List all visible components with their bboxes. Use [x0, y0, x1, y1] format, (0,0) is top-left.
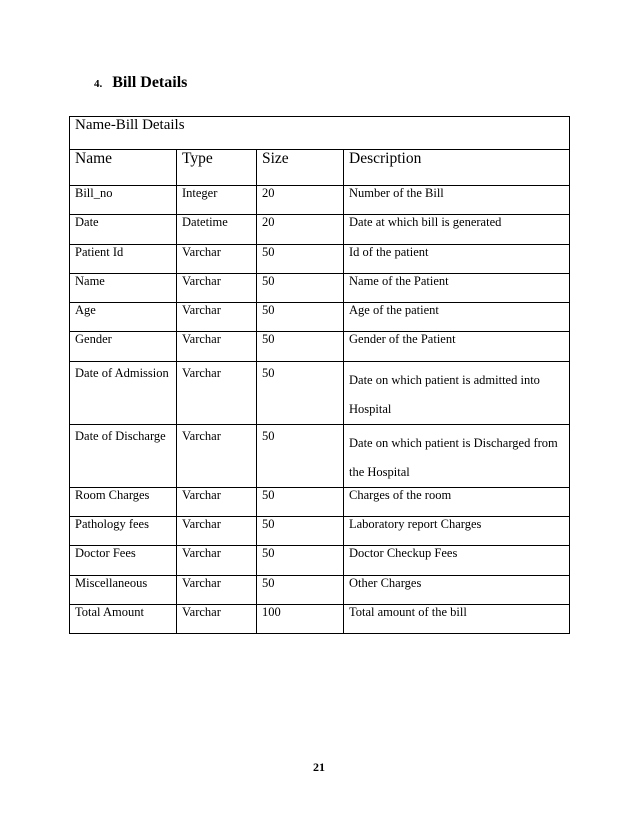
cell-type: Varchar: [177, 517, 257, 546]
table-row: [70, 186, 570, 215]
cell-size: 50: [257, 424, 344, 487]
cell-type: Varchar: [177, 575, 257, 604]
cell-description: Age of the patient: [344, 303, 570, 332]
cell-size: 50: [257, 487, 344, 516]
section-number: 4.: [94, 78, 103, 90]
cell-name: Total Amount: [70, 604, 177, 633]
column-header-type: Type: [177, 150, 257, 186]
cell-type: Varchar: [177, 604, 257, 633]
cell-size: 50: [257, 244, 344, 273]
cell-type: Varchar: [177, 487, 257, 516]
cell-description: Gender of the Patient: [344, 332, 570, 361]
table-row: [70, 546, 570, 575]
cell-name: Miscellaneous: [70, 575, 177, 604]
table-row: [70, 604, 570, 633]
bill-details-table: [69, 116, 570, 634]
cell-size: 50: [257, 575, 344, 604]
cell-description: Charges of the room: [344, 487, 570, 516]
table-row: [70, 215, 570, 244]
table-caption-row: [70, 117, 570, 150]
cell-type: Varchar: [177, 332, 257, 361]
cell-description: Doctor Checkup Fees: [344, 546, 570, 575]
cell-name: Name: [70, 273, 177, 302]
cell-size: 50: [257, 546, 344, 575]
column-header-size: Size: [257, 150, 344, 186]
table-row: [70, 517, 570, 546]
table-row: [70, 273, 570, 302]
cell-name: Doctor Fees: [70, 546, 177, 575]
cell-name: Date of Discharge: [70, 424, 177, 487]
table-row: [70, 332, 570, 361]
table-row: [70, 424, 570, 487]
table-header-row: [70, 150, 570, 186]
cell-size: 20: [257, 215, 344, 244]
cell-description: Date on which patient is admitted into Hospital: [344, 361, 570, 424]
cell-description: Name of the Patient: [344, 273, 570, 302]
cell-size: 100: [257, 604, 344, 633]
cell-name: Patient Id: [70, 244, 177, 273]
cell-description: Total amount of the bill: [344, 604, 570, 633]
cell-name: Pathology fees: [70, 517, 177, 546]
cell-description: Id of the patient: [344, 244, 570, 273]
cell-size: 50: [257, 273, 344, 302]
cell-description: Other Charges: [344, 575, 570, 604]
cell-name: Date of Admission: [70, 361, 177, 424]
cell-size: 50: [257, 517, 344, 546]
table-row: [70, 575, 570, 604]
cell-description: Laboratory report Charges: [344, 517, 570, 546]
cell-size: 50: [257, 361, 344, 424]
table-row: [70, 487, 570, 516]
table-row: [70, 361, 570, 424]
column-header-name: Name: [70, 150, 177, 186]
cell-size: 50: [257, 332, 344, 361]
cell-description: Date on which patient is Discharged from the Hospital: [344, 424, 570, 487]
table-caption: Name-Bill Details: [70, 117, 570, 150]
cell-type: Varchar: [177, 424, 257, 487]
cell-type: Varchar: [177, 361, 257, 424]
cell-type: Datetime: [177, 215, 257, 244]
cell-name: Gender: [70, 332, 177, 361]
section-heading: [94, 74, 187, 92]
cell-size: 50: [257, 303, 344, 332]
section-title: Bill Details: [112, 74, 188, 91]
cell-type: Varchar: [177, 303, 257, 332]
cell-type: Varchar: [177, 244, 257, 273]
cell-type: Varchar: [177, 546, 257, 575]
table-row: [70, 303, 570, 332]
column-header-description: Description: [344, 150, 570, 186]
cell-description: Date at which bill is generated: [344, 215, 570, 244]
cell-size: 20: [257, 186, 344, 215]
cell-name: Age: [70, 303, 177, 332]
table-row: [70, 244, 570, 273]
cell-name: Room Charges: [70, 487, 177, 516]
cell-type: Varchar: [177, 273, 257, 302]
cell-type: Integer: [177, 186, 257, 215]
page-number: 21: [313, 760, 325, 774]
cell-name: Date: [70, 215, 177, 244]
cell-name: Bill_no: [70, 186, 177, 215]
cell-description: Number of the Bill: [344, 186, 570, 215]
